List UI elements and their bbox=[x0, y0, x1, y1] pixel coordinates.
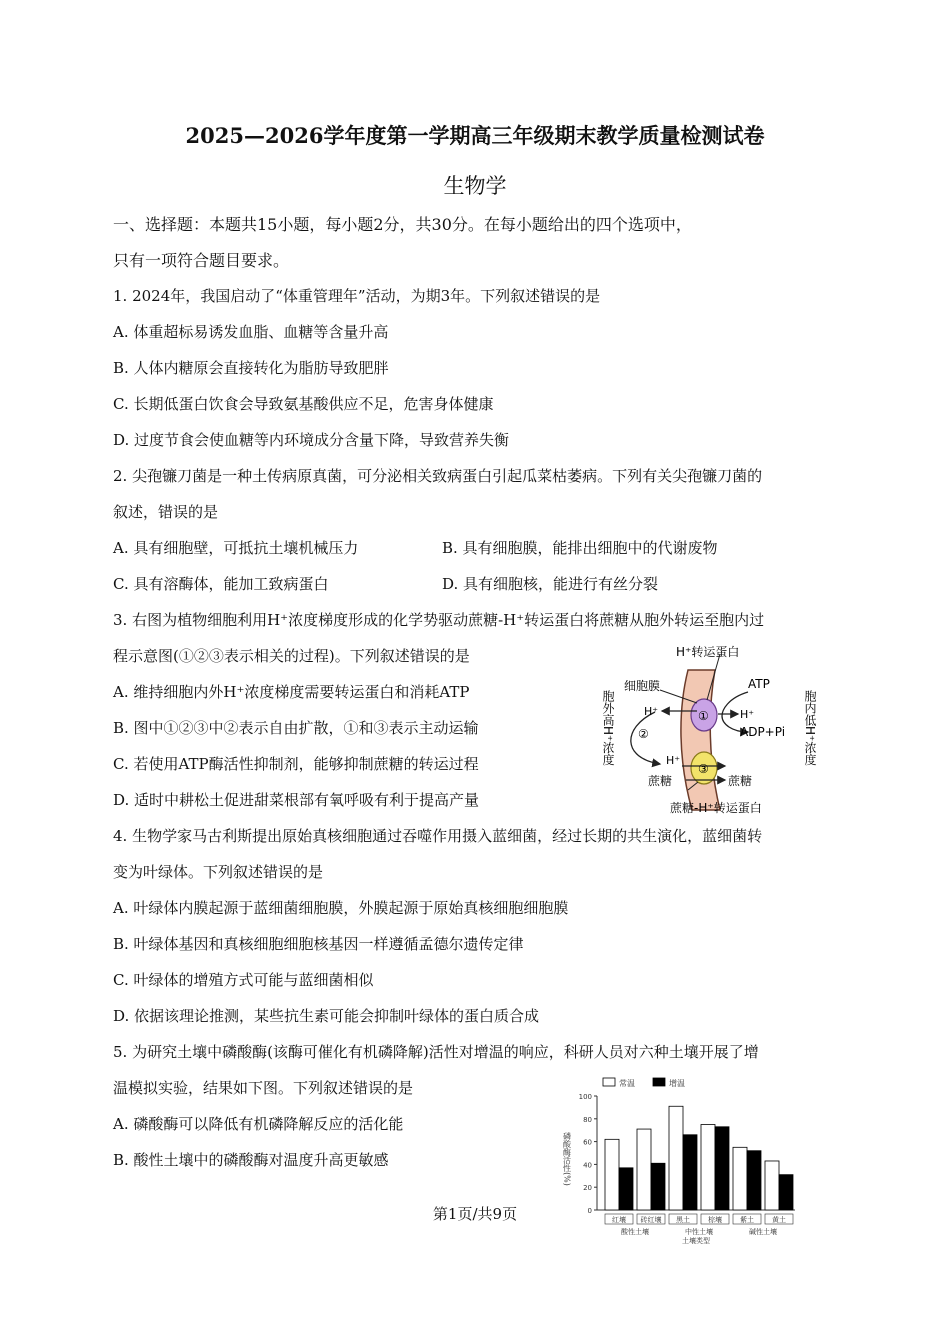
q1-stem: 1. 2024年，我国启动了“体重管理年”活动，为期3年。下列叙述错误的是 bbox=[113, 287, 601, 305]
label-sucrose-in: 蔗糖 bbox=[728, 774, 753, 788]
legend-swatch-1 bbox=[653, 1078, 665, 1086]
y-tick-label: 80 bbox=[583, 1115, 592, 1124]
y-tick-label: 0 bbox=[587, 1207, 592, 1215]
q1-option-b: B. 人体内糖原会直接转化为脂肪导致肥胖 bbox=[113, 359, 389, 377]
q3-stem-line1: 3. 右图为植物细胞利用H⁺浓度梯度形成的化学势驱动蔗糖-H⁺转运蛋白将蔗糖从胞外转运至胞内过 bbox=[113, 611, 765, 629]
q2-option-a: A. 具有细胞壁，可抵抗土壤机械压力 bbox=[113, 539, 359, 557]
bar-增温-紫土 bbox=[747, 1151, 761, 1210]
group-label-0: 酸性土壤 bbox=[621, 1228, 649, 1236]
section-heading-line1: 一、选择题：本题共15小题，每小题2分，共30分。在每小题给出的四个选项中， bbox=[113, 215, 692, 234]
bar-常温-红壤 bbox=[605, 1139, 619, 1210]
bar-增温-棕壤 bbox=[715, 1127, 729, 1210]
category-label-1: 砖红壤 bbox=[640, 1216, 662, 1224]
bar-常温-黑土 bbox=[669, 1106, 683, 1210]
section-heading-line2: 只有一项符合题目要求。 bbox=[113, 251, 290, 270]
q3-stem-line2: 程示意图(①②③表示相关的过程)。下列叙述错误的是 bbox=[113, 647, 470, 665]
q4-option-a: A. 叶绿体内膜起源于蓝细菌细胞膜，外膜起源于原始真核细胞细胞膜 bbox=[113, 899, 569, 917]
label-h-in: H⁺ bbox=[740, 708, 755, 721]
q5-stem-line2: 温模拟实验，结果如下图。下列叙述错误的是 bbox=[113, 1079, 414, 1097]
legend-label-0: 常温 bbox=[619, 1079, 635, 1088]
category-label-4: 紫土 bbox=[740, 1216, 754, 1224]
q3-option-b: B. 图中①②③中②表示自由扩散，①和③表示主动运输 bbox=[113, 719, 479, 737]
label-h-out: H⁺ bbox=[644, 705, 659, 718]
label-process-2: ② bbox=[638, 727, 649, 741]
transport-diagram bbox=[600, 640, 825, 820]
q2-stem-line2: 叙述，错误的是 bbox=[113, 503, 219, 521]
q2-option-d: D. 具有细胞核，能进行有丝分裂 bbox=[442, 575, 659, 593]
q4-option-d: D. 依据该理论推测，某些抗生素可能会抑制叶绿体的蛋白质合成 bbox=[113, 1007, 540, 1025]
bar-常温-棕壤 bbox=[701, 1125, 715, 1211]
y-tick-label: 100 bbox=[578, 1093, 592, 1101]
q2-option-b: B. 具有细胞膜，能排出细胞中的代谢废物 bbox=[442, 539, 718, 557]
q3-option-a: A. 维持细胞内外H⁺浓度梯度需要转运蛋白和消耗ATP bbox=[113, 683, 470, 701]
q2-stem-line1: 2. 尖孢镰刀菌是一种土传病原真菌，可分泌相关致病蛋白引起瓜菜枯萎病。下列有关尖孢镰刀菌的 bbox=[113, 467, 763, 485]
bar-增温-黑土 bbox=[683, 1135, 697, 1210]
bar-常温-砖红壤 bbox=[637, 1129, 651, 1210]
exam-title: 2025—2026学年度第一学期高三年级期末教学质量检测试卷 bbox=[185, 123, 765, 148]
q4-option-c: C. 叶绿体的增殖方式可能与蓝细菌相似 bbox=[113, 971, 374, 989]
q1-option-a: A. 体重超标易诱发血脂、血糖等含量升高 bbox=[113, 323, 389, 341]
label-adp: ADP+Pi bbox=[740, 725, 786, 739]
transport-diagram-svg bbox=[600, 640, 825, 820]
q5-option-a: A. 磷酸酶可以降低有机磷降解反应的活化能 bbox=[113, 1115, 404, 1133]
label-sucrose-out: 蔗糖 bbox=[648, 774, 673, 788]
y-axis-title: 磷酸酶活性(%) bbox=[562, 1132, 572, 1186]
y-tick-label: 60 bbox=[583, 1138, 592, 1147]
label-h-pump: H⁺转运蛋白 bbox=[676, 645, 740, 659]
y-tick-label: 40 bbox=[583, 1161, 592, 1170]
label-process-1: ① bbox=[698, 709, 709, 723]
group-label-2: 碱性土壤 bbox=[749, 1228, 777, 1236]
q3-option-c: C. 若使用ATP酶活性抑制剂，能够抑制蔗糖的转运过程 bbox=[113, 755, 479, 773]
y-tick-label: 20 bbox=[583, 1184, 592, 1193]
q5-stem-line1: 5. 为研究土壤中磷酸酶(该酶可催化有机磷降解)活性对增温的响应，科研人员对六种土壤开展了增 bbox=[113, 1043, 759, 1061]
label-process-3: ③ bbox=[698, 762, 709, 776]
q3-option-d: D. 适时中耕松土促进甜菜根部有氧呼吸有利于提高产量 bbox=[113, 791, 480, 809]
cell-membrane-shape bbox=[681, 670, 720, 810]
q1-option-d: D. 过度节食会使血糖等内环境成分含量下降，导致营养失衡 bbox=[113, 431, 510, 449]
label-outside: 胞外高H⁺浓度 bbox=[601, 690, 615, 766]
category-label-5: 黄土 bbox=[772, 1216, 786, 1224]
x-axis-title: 土壤类型 bbox=[682, 1237, 710, 1244]
q4-stem-line2: 变为叶绿体。下列叙述错误的是 bbox=[113, 863, 324, 881]
category-label-2: 黑土 bbox=[676, 1216, 690, 1224]
label-inside: 胞内低H⁺浓度 bbox=[803, 690, 817, 766]
q1-option-c: C. 长期低蛋白饮食会导致氨基酸供应不足，危害身体健康 bbox=[113, 395, 494, 413]
category-label-0: 红壤 bbox=[612, 1216, 626, 1224]
label-symporter: 蔗糖-H⁺转运蛋白 bbox=[670, 801, 762, 815]
q2-option-c: C. 具有溶酶体，能加工致病蛋白 bbox=[113, 575, 329, 593]
q4-option-b: B. 叶绿体基因和真核细胞细胞核基因一样遵循孟德尔遗传定律 bbox=[113, 935, 524, 953]
legend-label-1: 增温 bbox=[669, 1079, 685, 1088]
q5-option-b: B. 酸性土壤中的磷酸酶对温度升高更敏感 bbox=[113, 1151, 389, 1169]
category-label-3: 棕壤 bbox=[708, 1216, 722, 1224]
legend-swatch-0 bbox=[603, 1078, 615, 1086]
group-label-1: 中性土壤 bbox=[685, 1228, 713, 1236]
q4-stem-line1: 4. 生物学家马古利斯提出原始真核细胞通过吞噬作用摄入蓝细菌，经过长期的共生演化，蓝细菌转 bbox=[113, 827, 763, 845]
page-footer: 第1页/共9页 bbox=[432, 1205, 518, 1223]
bar-常温-紫土 bbox=[733, 1147, 747, 1210]
label-atp: ATP bbox=[748, 677, 770, 691]
label-membrane: 细胞膜 bbox=[624, 679, 661, 693]
label-h-symport: H⁺ bbox=[666, 754, 681, 767]
subject-title: 生物学 bbox=[443, 174, 507, 198]
